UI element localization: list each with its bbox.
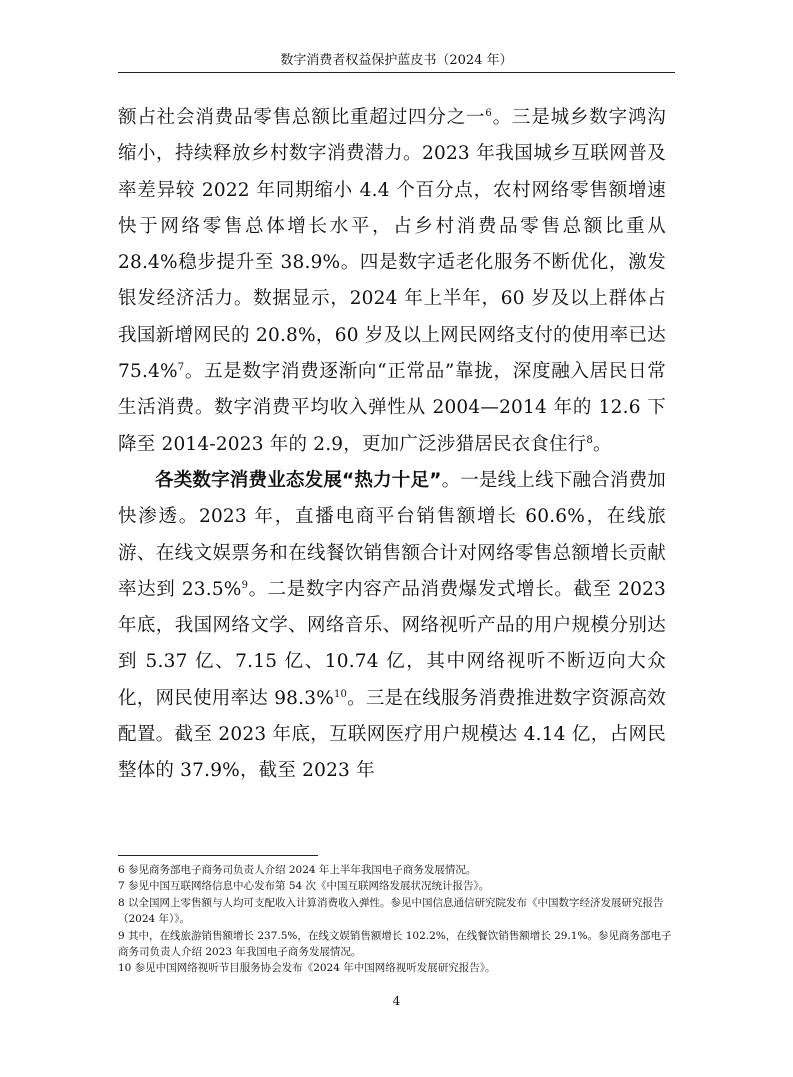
- paragraph-text: 。: [592, 433, 612, 455]
- paragraph-text: 。三是城乡数字鸿沟缩小，持续释放乡村数字消费潜力。2023 年我国城乡互联网普及率差异较 2022 年同期缩小 4.4 个百分点，农村网络零售额增速快于网络零售总体增长水平，占乡村消费品零售总额比重从 28.4%稳步提升至 38.9%。四是数字适老化服务不断优化，激发银发经济活力。数据显示，2024 年上半年，60 岁及以上群体占我国新增网民的 20.8%，60 岁及以上网民网络支付的使用率已达 75.4%: [118, 107, 666, 383]
- footnote-ref: 10: [333, 688, 348, 700]
- footnote-9: 9 其中，在线旅游销售额增长 237.5%，在线文娱销售额增长 102.2%，在线餐饮销售额增长 29.1%。参见商务部电子商务司负责人介绍 2023 年我国电子商务发展情况。: [118, 929, 672, 959]
- footnote-7: 7 参见中国互联网络信息中心发布第 54 次《中国互联网络发展状况统计报告》。: [118, 880, 490, 893]
- paragraph-2: [118, 463, 666, 790]
- paragraph-text: 。一是线上线下融合消费加快渗透。2023 年，直播电商平台销售额增长 60.6%，在线旅游、在线文娱票务和在线餐饮销售额合计对网络零售总额增长贡献率达到 23.5%: [118, 469, 666, 600]
- footnote-ref: 6: [485, 107, 492, 119]
- footnote-divider: [118, 855, 318, 856]
- paragraph-text: 。五是数字消费逐渐向“正常品”靠拢，深度融入居民日常生活消费。数字消费平均收入弹性从 2004—2014 年的 12.6 下降至 2014-2023 年的 2.9，更加广泛涉猎居民衣食住行: [118, 361, 666, 455]
- paragraph-text: 额占社会消费品零售总额比重超过四分之一: [118, 107, 486, 128]
- footnote-ref: 8: [586, 434, 593, 446]
- paragraph-text: 。三是在线服务消费推进数字资源高效配置。截至 2023 年底，互联网医疗用户规模达 4.14 亿，占网民整体的 37.9%，截至 2023 年: [118, 687, 667, 782]
- footnote-8: 8 以全国网上零售额与人均可支配收入计算消费收入弹性。参见中国信息通信研究院发布《中国数字经济发展研究报告（2024 年）》。: [118, 896, 664, 926]
- header-title: 数字消费者权益保护蓝皮书（2024 年）: [280, 53, 513, 68]
- page-number: 4: [392, 994, 401, 1008]
- footnote-6: 6 参见商务部电子商务司负责人介绍 2024 年上半年我国电子商务发展情况。: [118, 864, 477, 876]
- footnote-ref: 7: [177, 361, 185, 373]
- paragraph-lead: 各类数字消费业态发展“热力十足”: [155, 469, 442, 491]
- footnotes: [118, 862, 678, 977]
- body-text: [118, 100, 666, 790]
- header-divider: [118, 72, 675, 73]
- footnote-ref: 9: [241, 579, 249, 591]
- paragraph-1: [118, 100, 666, 463]
- footnote-10: 10 参见中国网络视听节目服务协会发布《2024 年中国网络视听发展研究报告》。: [118, 962, 496, 975]
- paragraph-text: 。二是数字内容产品消费爆发式增长。截至 2023 年底，我国网络文学、网络音乐、网络视听产品的用户规模分别达到 5.37 亿、7.15 亿、10.74 亿，其中网络视听不断迈向大众化，网民使用率达 98.3%: [118, 578, 667, 709]
